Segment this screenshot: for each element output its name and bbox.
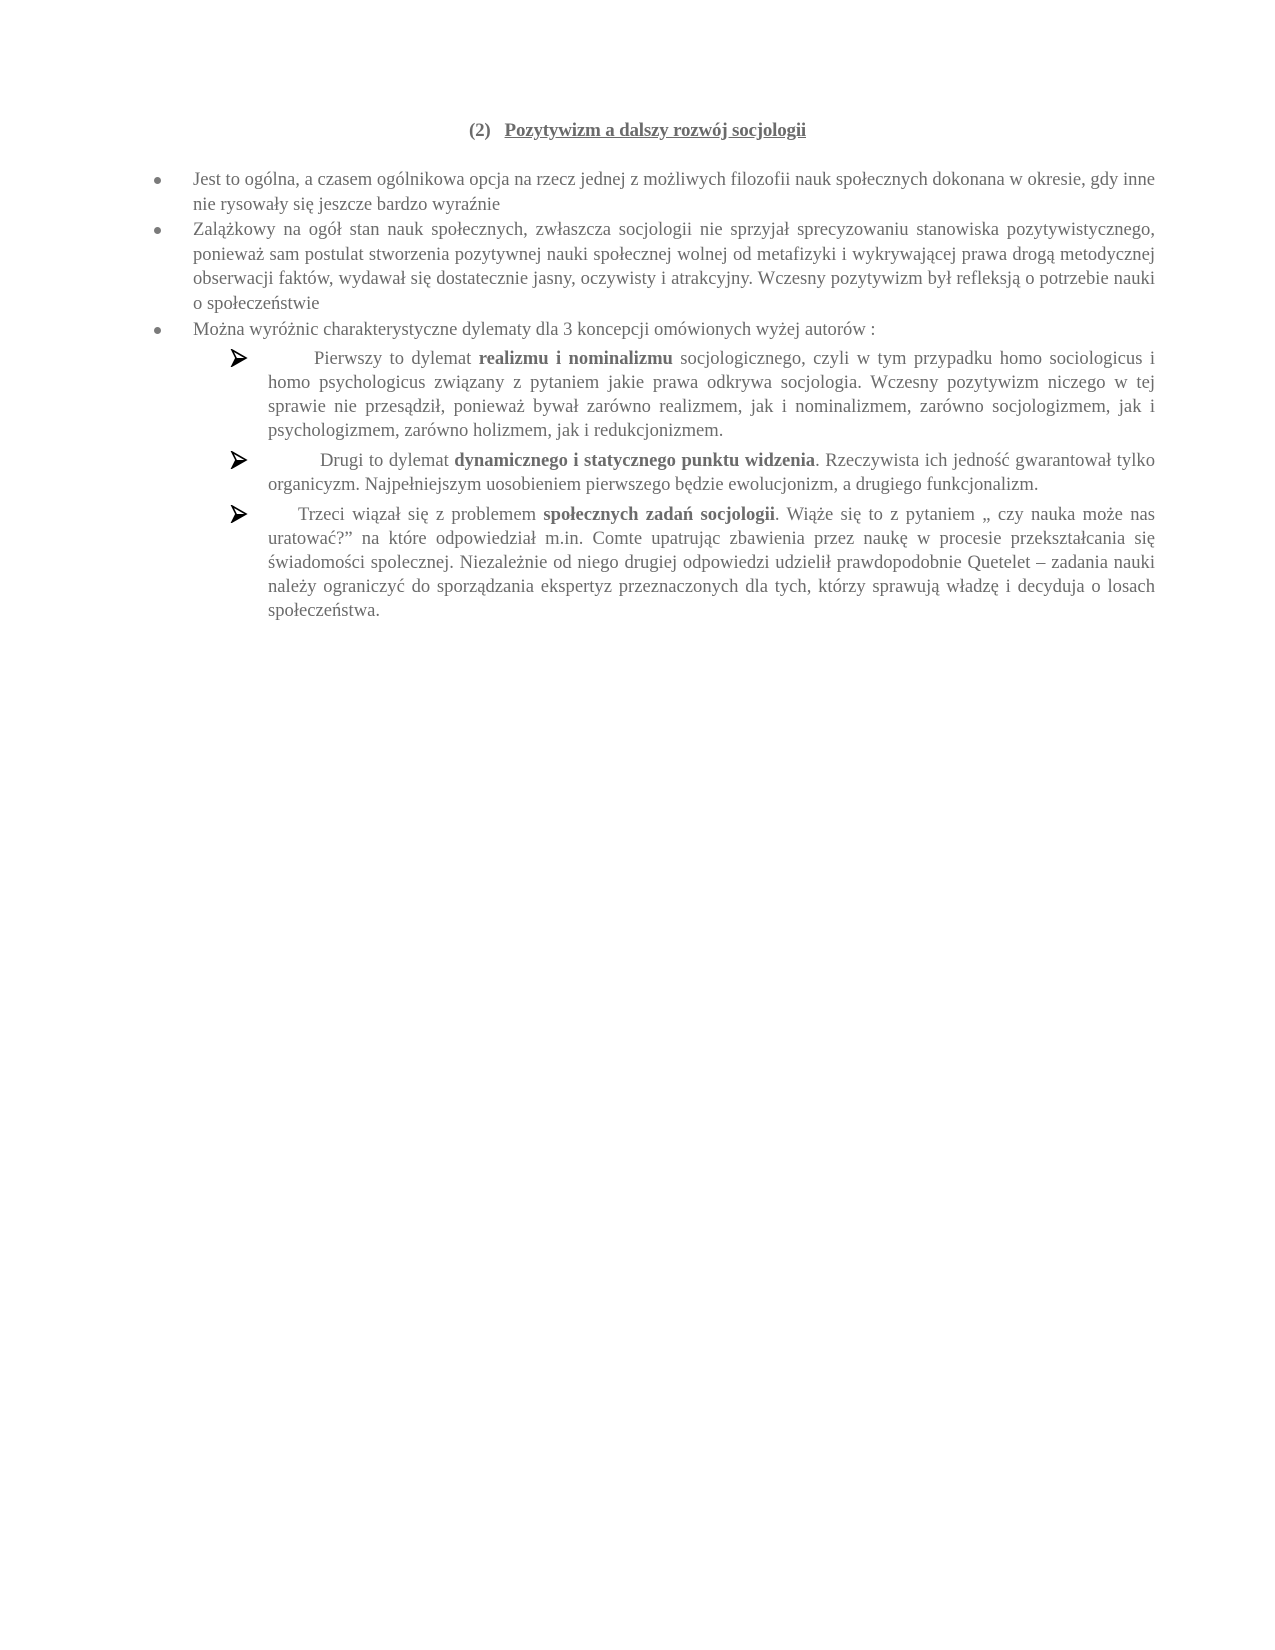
bullet-text: Jest to ogólna, a czasem ogólnikowa opcja na rzecz jednej z możliwych filozofii nauk społecznych dokonana w okresie, gdy inne nie rysowały się jeszcze bardzo wyraźnie [193, 169, 1155, 215]
arrow-bullet-icon [230, 451, 248, 469]
sub-item-bold: społecznych zadań socjologii [543, 504, 775, 526]
arrow-bullet-icon [230, 505, 248, 523]
section-heading: Pozytywizm a dalszy rozwój socjologii [504, 120, 807, 141]
sub-item-text: Drugi to dylemat [320, 450, 455, 472]
sub-item-text: . Rzeczywista ich jedność gwarantował tylko organicyzm. Najpełniejszym uosobieniem pierwszego będzie ewolucjonizm, a drugiego funkcjonalizm. [268, 450, 1155, 496]
sub-bullet-list [150, 347, 1155, 623]
sub-item-text: Pierwszy to dylemat [314, 348, 479, 370]
sub-item-text: socjologicznego, czyli w tym przypadku homo sociologicus i homo psychologicus związany z pytaniem jakie prawa odkrywa socjologia. Wczesny pozytywizm niczego w tej sprawie nie przesądził, ponieważ bywał zarówno realizmem, jak i nominalizmem, zarówno socjologizmem, jak i psychologizmem, zarówno holizmem, jak i redukcjonizmem. [268, 348, 1155, 442]
bullet-dot-icon [154, 227, 161, 234]
bullet-text: Można wyróżnic charakterystyczne dylematy dla 3 koncepcji omówionych wyżej autorów : [193, 318, 876, 340]
sub-bullet-item [150, 347, 1155, 443]
sub-item-bold: dynamicznego i statycznego punktu widzenia [454, 450, 816, 472]
arrow-bullet-icon [230, 349, 248, 367]
bullet-dot-icon [154, 177, 161, 184]
sub-item-bold: realizmu i nominalizmu [478, 348, 673, 370]
bullet-list [150, 168, 1155, 629]
bullet-dot-icon [154, 327, 161, 334]
section-number: (2) [468, 120, 491, 141]
sub-item-text: . Wiąże się to z pytaniem „ czy nauka może nas uratować?” na które odpowiedział m.in. Comte upatrując zbawienia przez naukę w procesie przekształcania się świadomości spolecznej. Niezależnie od niego drugiej odpowiedzi udzielił prawdopodobnie Quetelet – zadania nauki należy ograniczyć do sporządzania ekspertyz przeznaczonych dla tych, którzy sprawują władzę i decyduja o losach społeczeństwa. [268, 504, 1155, 622]
bullet-item [150, 168, 1155, 217]
bullet-text: Zalążkowy na ogół stan nauk społecznych, zwłaszcza socjologii nie sprzyjał sprecyzowaniu stanowiska pozytywistycznego, ponieważ sam postulat stworzenia pozytywnej nauki społecznej wolnej od metafizyki i wykrywającej prawa drogą metodycznej obserwacji faktów, wydawał się dostatecznie jasny, oczywisty i atrakcyjny. Wczesny pozytywizm był refleksją o potrzebie nauki o społeczeństwie [193, 219, 1155, 314]
document-title [0, 120, 1275, 142]
sub-bullet-item [150, 503, 1155, 623]
sub-item-text: Trzeci wiązał się z problemem [298, 504, 544, 526]
bullet-item [150, 218, 1155, 316]
bullet-item [150, 318, 1155, 624]
sub-bullet-item [150, 449, 1155, 497]
